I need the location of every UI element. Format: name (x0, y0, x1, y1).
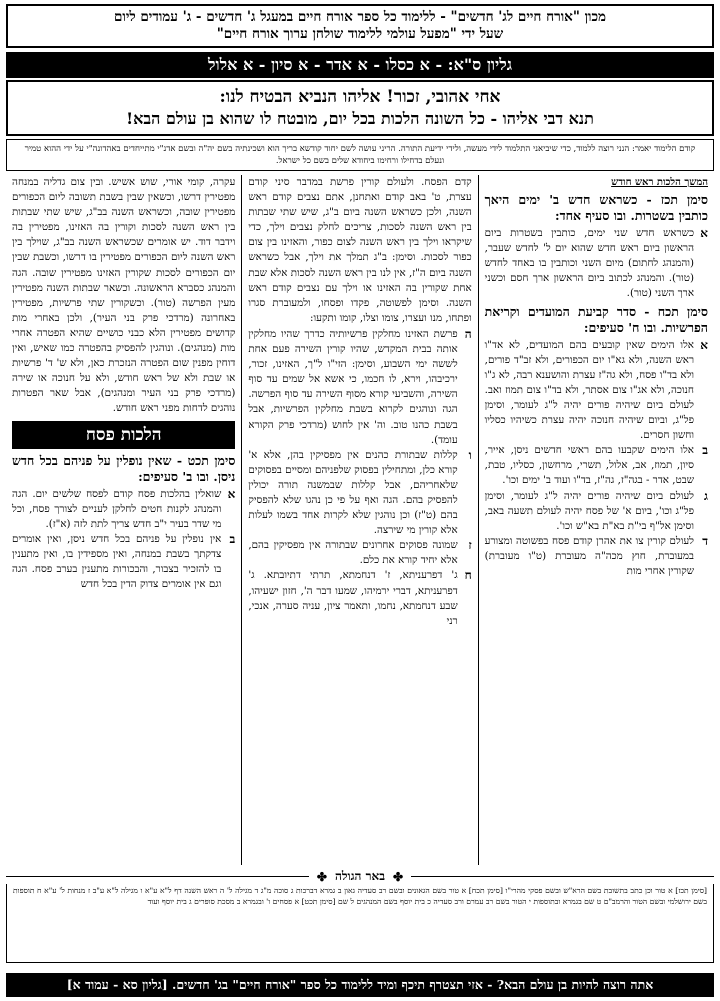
paragraph-text: כשראש חדש שני ימים, כותבין בשטרות ביום הראשון ביום ראש חדש שהוא יום ל' לחדש שעבר, (והמנהג לחתום) מיום השני וכותבין בו באחד לחדש (טור). והמנהג לכתוב ביום הראשון ארך חסם וכשני ארך השני (טור). (484, 227, 694, 300)
seif-letter: ח (464, 568, 472, 583)
paragraph (12, 487, 235, 532)
seif-letter: א (700, 226, 708, 241)
section-heading: המשך הלכות ראש חודש (611, 177, 708, 188)
paragraph-text: לעולם קורין צו את אהרן קודם פסח בפשוטה ומצורע במעוברת, חוץ מכה"ה מעוברת (ט"ו מעוברת) שקורין אחרי מות (484, 534, 694, 577)
paragraph (485, 534, 708, 579)
paragraph (248, 448, 471, 539)
column-right (479, 175, 714, 865)
paragraph (248, 327, 471, 448)
paragraph-text: ג' דפרעניתא, ז' דנחמתא, תרתי דתיובתא. ג' דפרעניתא, דברי ירמיהו, שמעו דבר ה', חזון ישעיהו, שבע דנחמתא, נחמו, ותאמר ציון, עניה סערה, אנכי, רני (248, 569, 458, 627)
siman-heading: סימן תכח - סדר קביעת המועדים וקריאת הפרשיות. ובו ח' סעיפים: (484, 303, 708, 335)
pesach-section-title: הלכות פסח (14, 423, 233, 447)
siman-heading: סימן תכז - כשראש חדש ב' ימים היאך כותבין בשטרות. ובו סעיף אחד: (484, 192, 708, 224)
paragraph-text: קללות שבתורת כהנים אין מפסיקין בהן, אלא א' קורא כלן, ומתחילין בפסוק שלפניהם ומסיים בפסוקים שלאחריהם, אבל קללות שבמשנה תורה יכולין להפסיק בהם. הגה ואף על פי כן נהגו שלא להפסיק בהם (ט"ז) וכן נוהגין שלא לקרות אחד בשמו לעלות אלא קורין מי שירצה. (248, 448, 458, 537)
ornament-icon: ✤ (316, 869, 327, 884)
beer-hagolah-text: [סימן תכז] א טור וכן כתב בתשובת בשם הרא"ש ובשם פסקי מהרי"ו [סימן תכח] א טור בשם הגאונים ובשם רב סעדיה גאון ב גמרא דברכות ג סוכה מ"ג ד מגילה ל' ה ראש השנה דף ל"א ע"א ו מגילה ל"א ע"ב ז מנחות ל' ע"א ח תוספות בשם ירושלמי ובשם הטור והרמב"ם ט שם בגמרא ובתוספות י הטור בשם רב עמרם ורב סעדיה כ בית יוסף בשם המנהגים ל שם [סימן תכט] א פסחים ו' ובגמרא ב מסכת סופרים ג בית יוסף ועוד (6, 884, 714, 963)
paragraph-text: שמונה פסוקים אחרונים שבתורה אין מפסיקין בהם, אלא יחיד קורא את כלם. (248, 539, 458, 567)
slogan-line2: תנא דבי אליהו - כל השונה הלכות בכל יום, מובטח לו שהוא בן עולם הבא! (126, 109, 594, 128)
paragraph (485, 226, 708, 301)
beer-hagolah-title: באר הגולה (334, 869, 385, 883)
column-middle (242, 175, 478, 865)
paragraph-text: שואלין בהלכות פסח קודם לפסח שלשים יום. הגה והמנהג לקנות חטים לחלקן לעניים לצורך פסח, וכל מי שדר בעיר י"ב חדש צריך לתת לזה (א"ז). (12, 487, 222, 530)
text-columns (6, 175, 714, 865)
slogan-box (6, 80, 714, 136)
paragraph-text: אלו הימים שקבעו בהם ראשי חדשים ניסן, אייר, סיון, תמוז, אב, אלול, תשרי, מרחשון, כסליו, טבת, שבט, אדר - בגה"ז, גה"ז, בד"ו ועוד ב' ימים וכו'. (484, 444, 694, 487)
seif-letter: ד (702, 533, 708, 548)
paragraph (485, 489, 708, 534)
masthead-line1: מכון "אורח חיים לג' חדשים" - ללימוד כל ספר אורח חיים במעגל ג' חדשים - ג' עמודים ליום (113, 9, 607, 25)
paragraph-text: עקרה, קומי אורי, שוש אשיש. ובין צום גדליה במנחה מפטירין דרשו, וכשאין שבין בשבת תשובה ליום הכפורים מפטירין שובה, וכשראש השנה בב"ג, שיש שתי שבתות בין ראש השנה לסכות וקורין בה האזינו, מפטירין בה וידבר דוד. יש אומרים שכשראש השנה בב"ג, שוילך בין ראש השנה ליום הכפורים מפטירין בו דרשו, וכשבת שבין יום הכפורים לסכות שקורין האזינו מפטירין שובה. הגה והמנהג כסברא הראשונה. וכשאר שבתות השנה מפטירין מעין הפרשה (טור). וכשקורין שתי פרשיות, מפטירין באחרונה (מרדכי פרק בני העיר), ולכן באחרי מות קדושים מפטירין הלא כבני כושיים שהיא הפטרה אחרי מות (מנהגים). ונוהגין להפסיק בהפטרה כמו שאיש, ואין דוחין מפנין שום הפטרה הנזכרת כאן, ולא ש' ד' פרשיות או שבת ולא של ראש חודש, ולא על חנוכה או שירה (מרדכי פרק בני העיר ומנהגים), אבל שאר הפטרות נוהגים לדחות מפני ראש חודש. (12, 176, 236, 415)
seif-letter: ו (468, 447, 472, 462)
intro-prayer: קודם הלימוד יאמר: הנני רוצה ללמוד, כדי שיביאני התלמוד לידי מעשה, ולידי ידיעת התורה. הריני עושה לשם יחוד קודשא בריך הוא ושכינתיה בשם יה"ה ובשם אדנ"י מתייחדים באהדונה"י על ידי ההוא טמיר ונעלם בדחילו ורחימו ביחודא שלים בשם כל ישראל. (6, 139, 714, 171)
issue-bar: גליון ס"א: - א כסלו - א אדר - א סיון - א אלול (6, 52, 714, 78)
column-left (6, 175, 242, 865)
masthead (6, 4, 714, 48)
siman-heading: סימן תכט - שאין נופלין על פניהם בכל חדש ניסן. ובו ב' סעיפים: (12, 452, 236, 484)
beer-hagolah-header (6, 869, 714, 884)
seif-letter: ב (702, 443, 708, 458)
pesach-section-box (12, 421, 235, 449)
paragraph (248, 538, 471, 568)
paragraph (485, 338, 708, 444)
seif-letter: ג (704, 488, 708, 503)
slogan-line1: אחי אהובי, זכור! אליהו הנביא הבטיח לנו: (219, 87, 501, 107)
seif-letter: ב (229, 531, 236, 546)
seif-letter: ז (468, 538, 472, 553)
paragraph-text: קדם הפסח. ולעולם קורין פרשת במדבר סיני קודם עצרת, ט' באב קודם ואתחנן, אתם נצבים קודם ראש השנה, ולכן כשראש השנה ביום ב"ג, שיש שתי שבתות בין ראש השנה לסכות, צריכים לחלק נצבים וילך, כדי שיקראו וילך בין ראש השנה לצום כפור, והאזינו בין צום כפור לסכות. וסימן: ב"ג תמלך את וילך, אבל כשראש השנה ביום ה"ז, אין לנו בין ראש השנה לסכות אלא שבת אחת שקורין בה האזינו או וילך עם נצבים קודם ראש השנה. וסימן לפשוטה, פקדו ופסחו, ולמעוברת סגרו ופתחו, מנו ועצרו, צומו וצלו, קומו ותקעו: (248, 176, 472, 324)
footer-bar: אתה רוצה להיות בן עולם הבא? - אזי תצטרף תיכף ומיד ללימוד כל ספר "אורח חיים" בג' חדשים. [גליון סא - עמוד א] (6, 973, 714, 997)
paragraph-text: פרשת האזינו מחלקין פרשיותיה כדרך שהיו מחלקין אותה בבית המקדש, שהיו קורין השירה פעם אחת לששה ימי השבוע, וסימן: הזי"ו ל"ך, האזינו, זכור, ירכיבהו, וירא, לו חכמו, כי אשא אל שמים עד סוף השירה, והשביעי קורא מסוף השירה עד סוף הפרשה. הגה ונוהגים לקרוא בשבת מחלקין הפרשיות, אבל בשבת כהנו טוב. וה' אין לחוש (מרדכי פרק הקורא עומד). (248, 327, 458, 446)
ornament-icon: ✤ (393, 869, 404, 884)
beer-hagolah-section (6, 869, 714, 963)
paragraph (248, 568, 471, 628)
paragraph (485, 443, 708, 488)
seif-letter: ה (464, 326, 472, 341)
paragraph-text: לעולם ביום שיהיה פורים יהיה ל"ג לעומר, וסימן פל"ג וכו', ביום א' של פסח יהיה לעולם תשעה באב, וסימן אל"ף בי"ת בא"ת בא"ש וכו'. (484, 489, 694, 532)
seif-letter: א (227, 486, 236, 501)
paragraph-text: אלו הימים שאין קובעים בהם המועדים, לא אד"ו ראש השנה, ולא גא"ו יום הכפורים, ולא זב"ד פורים, ולא בד"ו פסח, ולא גה"ז עצרת והושענא רבה, לא ג"ו חנוכה, ולא אג"ו צום אסתר, ולא בד"ו צום תמוז ואב. לעולם ביום שיהיה פורים יהיה ל"ג לעומר, וסימן פל"ג, וביום שיהיה חנוכה יהיה עצרת כשיהיו כסליו וחשון חסרים. (484, 338, 694, 442)
seif-letter: א (700, 337, 708, 352)
paragraph (12, 532, 235, 592)
paragraph-text: אין נופלין על פניהם בכל חדש ניסן, ואין אומרים צדקתך בשבת במנחה, ואין מספידין בו, ואין מתענין בו להזכיר בצבור, והבכורות מתענין בערב פסח. הגה וגם אין אומרים צדוק הדין בכל חדש (12, 532, 222, 591)
masthead-line2: שעל ידי "מפעל עולמי ללימוד שולחן ערוך אורח חיים" (216, 26, 504, 42)
